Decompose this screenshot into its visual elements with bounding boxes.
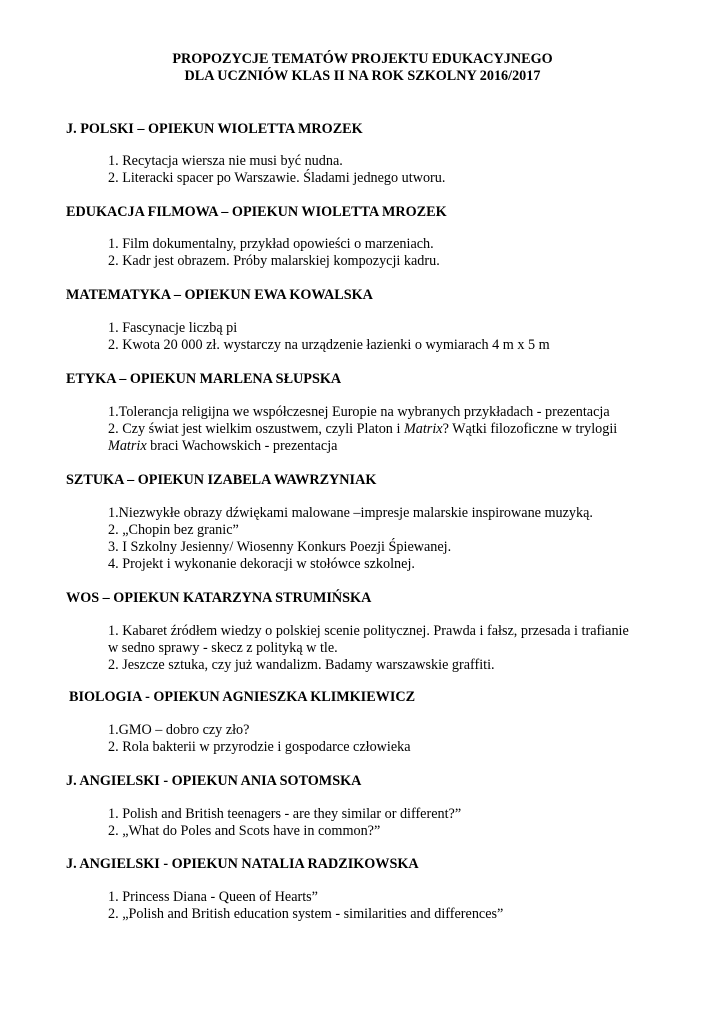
section-heading-etyka: ETYKA – OPIEKUN MARLENA SŁUPSKA xyxy=(66,371,342,387)
italic-title: Matrix xyxy=(403,421,443,437)
list-item: 1. Fascynacje liczbą pi xyxy=(108,320,238,336)
list-item: 2. Kadr jest obrazem. Próby malarskiej kompozycji kadru. xyxy=(108,253,440,269)
document-title-line-1: PROPOZYCJE TEMATÓW PROJEKTU EDUKACYJNEGO xyxy=(172,51,553,67)
list-item: w sedno sprawy - skecz z polityką w tle. xyxy=(108,640,338,656)
list-item: 1. Polish and British teenagers - are they similar or different?” xyxy=(108,806,462,822)
list-item-text: ? Wątki filozoficzne w trylogii xyxy=(442,421,618,437)
list-item: 1. Kabaret źródłem wiedzy o polskiej scenie politycznej. Prawda i fałsz, przesada i trafianie xyxy=(108,623,629,639)
list-item: 1. Princess Diana - Queen of Hearts” xyxy=(108,889,318,905)
list-item: 3. I Szkolny Jesienny/ Wiosenny Konkurs Poezji Śpiewanej. xyxy=(108,539,452,555)
list-item: 2. Kwota 20 000 zł. wystarczy na urządzenie łazienki o wymiarach 4 m x 5 m xyxy=(108,337,550,353)
list-item: 2. Jeszcze sztuka, czy już wandalizm. Badamy warszawskie graffiti. xyxy=(108,657,495,673)
list-item xyxy=(108,438,337,455)
list-item: 1.GMO – dobro czy zło? xyxy=(108,722,250,738)
section-heading-matematyka: MATEMATYKA – OPIEKUN EWA KOWALSKA xyxy=(66,287,373,303)
list-item: 2. „What do Poles and Scots have in common?” xyxy=(108,823,381,839)
list-item: 2. Literacki spacer po Warszawie. Śladami jednego utworu. xyxy=(108,170,446,186)
list-item: 1. Recytacja wiersza nie musi być nudna. xyxy=(108,153,343,169)
list-item: 2. Rola bakterii w przyrodzie i gospodarce człowieka xyxy=(108,739,411,755)
list-item: 4. Projekt i wykonanie dekoracji w stołówce szkolnej. xyxy=(108,556,415,572)
list-item: 1.Niezwykłe obrazy dźwiękami malowane –impresje malarskie inspirowane muzyką. xyxy=(108,505,593,521)
document-title-line-2: DLA UCZNIÓW KLAS II NA ROK SZKOLNY 2016/2017 xyxy=(184,68,541,84)
section-heading-polski: J. POLSKI – OPIEKUN WIOLETTA MROZEK xyxy=(66,121,363,137)
section-heading-wos: WOS – OPIEKUN KATARZYNA STRUMIŃSKA xyxy=(66,590,372,606)
list-item-text: braci Wachowskich - prezentacja xyxy=(146,438,338,454)
section-heading-film: EDUKACJA FILMOWA – OPIEKUN WIOLETTA MROZEK xyxy=(66,204,447,220)
italic-title: Matrix xyxy=(108,438,147,454)
section-heading-sztuka: SZTUKA – OPIEKUN IZABELA WAWRZYNIAK xyxy=(66,472,377,488)
list-item xyxy=(108,421,617,438)
list-item: 2. „Chopin bez granic” xyxy=(108,522,239,538)
list-item-text: 2. Czy świat jest wielkim oszustwem, czyli Platon i xyxy=(108,421,401,437)
list-item: 2. „Polish and British education system - similarities and differences” xyxy=(108,906,504,922)
section-heading-biologia: BIOLOGIA - OPIEKUN AGNIESZKA KLIMKIEWICZ xyxy=(69,689,416,705)
section-heading-angielski-sotomska: J. ANGIELSKI - OPIEKUN ANIA SOTOMSKA xyxy=(66,773,362,789)
section-heading-angielski-radzikowska: J. ANGIELSKI - OPIEKUN NATALIA RADZIKOWSKA xyxy=(66,856,419,872)
list-item: 1.Tolerancja religijna we współczesnej Europie na wybranych przykładach - prezentacja xyxy=(108,404,610,420)
list-item: 1. Film dokumentalny, przykład opowieści o marzeniach. xyxy=(108,236,434,252)
